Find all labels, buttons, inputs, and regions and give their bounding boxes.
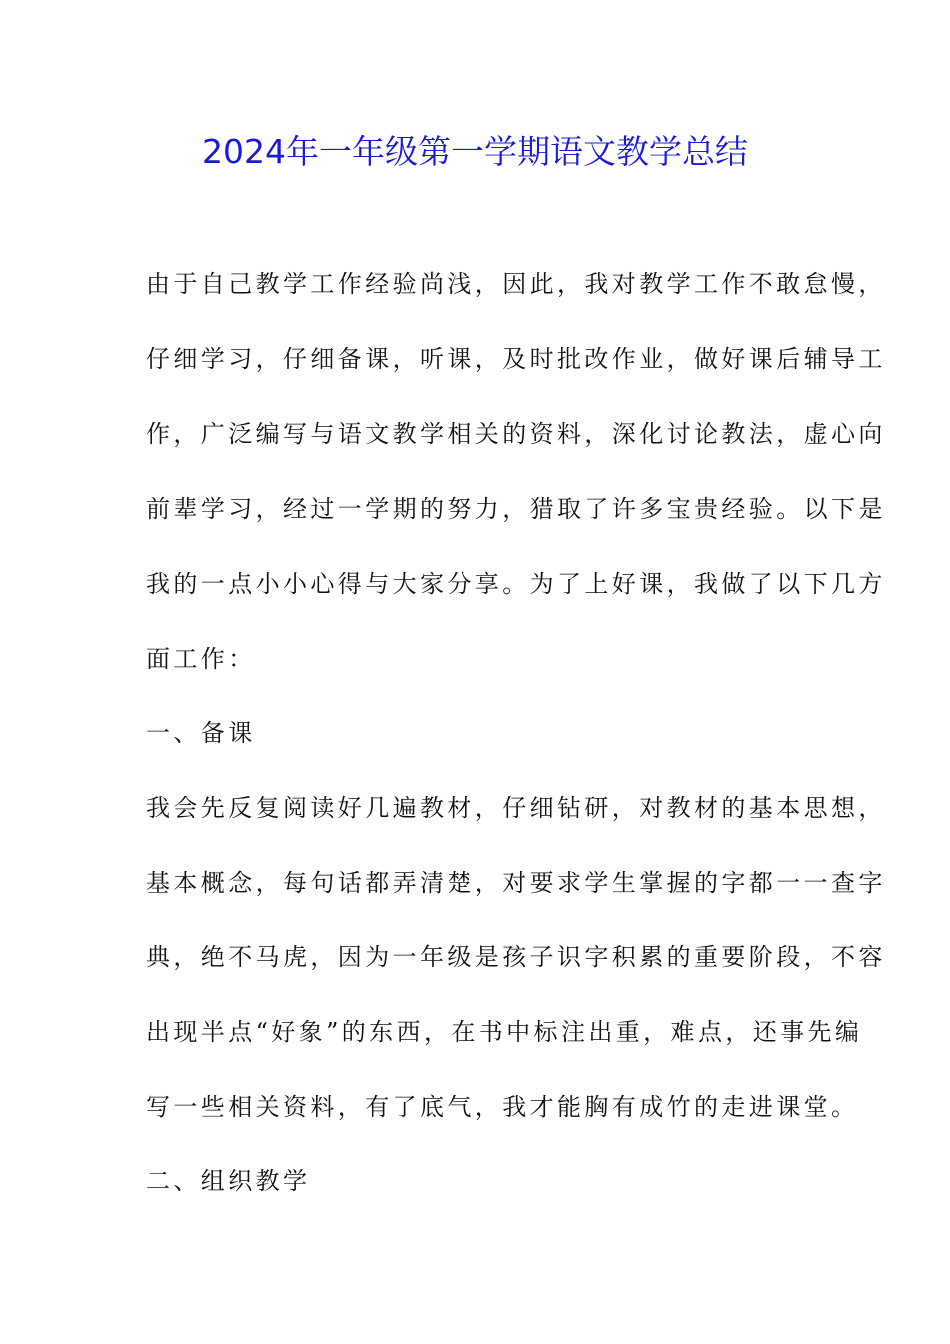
paragraph-line: 面工作： [146, 645, 256, 673]
paragraph-line: 写一些相关资料，有了底气，我才能胸有成竹的走进课堂。 [146, 1093, 859, 1121]
section-heading: 二、组织教学 [146, 1167, 311, 1195]
section-heading: 一、备课 [146, 719, 256, 747]
document-title: 2024年一年级第一学期语文教学总结 [202, 132, 748, 171]
paragraph-line: 基本概念，每句话都弄清楚，对要求学生掌握的字都一一查字 [146, 869, 886, 897]
paragraph-line: 由于自己教学工作经验尚浅，因此，我对教学工作不敢怠慢， [146, 270, 886, 298]
paragraph-line: 典，绝不马虎，因为一年级是孩子识字积累的重要阶段，不容 [146, 943, 886, 971]
paragraph-line: 作，广泛编写与语文教学相关的资料，深化讨论教法，虚心向 [146, 420, 886, 448]
paragraph-line: 前辈学习，经过一学期的努力，猎取了许多宝贵经验。以下是 [146, 495, 886, 523]
paragraph-line: 我会先反复阅读好几遍教材，仔细钻研，对教材的基本思想， [146, 794, 886, 822]
paragraph-line: 仔细学习，仔细备课，听课，及时批改作业，做好课后辅导工 [146, 345, 886, 373]
paragraph-line: 我的一点小小心得与大家分享。为了上好课，我做了以下几方 [146, 570, 886, 598]
paragraph-line: 出现半点“好象”的东西，在书中标注出重，难点，还事先编 [146, 1018, 863, 1046]
